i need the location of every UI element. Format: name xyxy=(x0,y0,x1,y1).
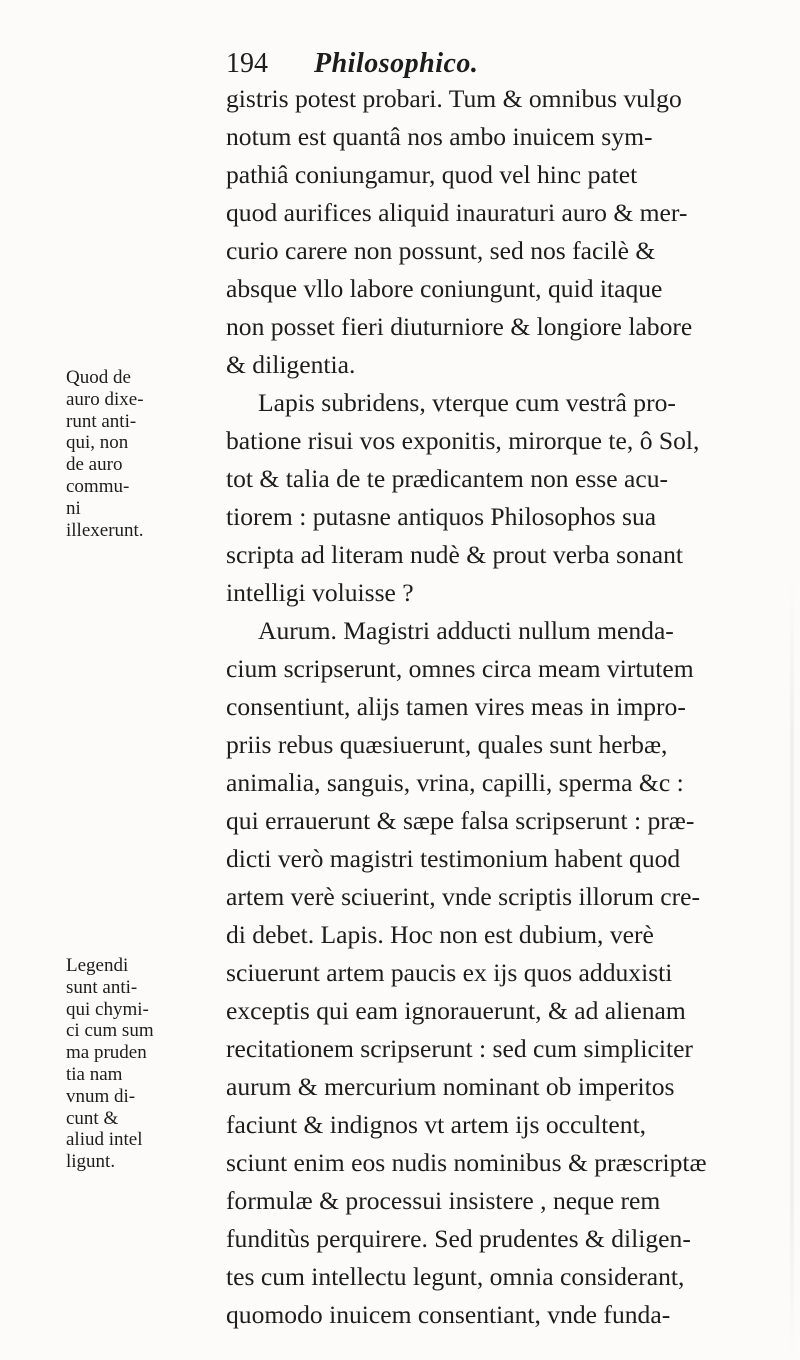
text-line: quod aurifices aliquid inauraturi auro & mer- xyxy=(226,198,688,227)
marginal-note-line: ligunt. xyxy=(66,1151,116,1173)
text-line: dicti verò magistri testimonium habent quod xyxy=(226,844,681,873)
text-line: quomodo inuicem consentiant, vnde funda- xyxy=(226,1300,671,1329)
marginal-note-line: ni xyxy=(66,497,81,519)
marginal-note-line: vnum di- xyxy=(66,1085,136,1107)
text-line: cium scripserunt, omnes circa meam virtutem xyxy=(226,654,694,683)
marginal-note-line: ma pruden xyxy=(66,1042,147,1064)
text-line: tiorem : putasne antiquos Philosophos sua xyxy=(226,502,657,531)
marginal-note-line: Legendi xyxy=(66,955,129,976)
marginal-note xyxy=(66,955,226,1173)
text-line: curio carere non possunt, sed nos facilè & xyxy=(226,236,656,265)
marginal-note-line: illexerunt. xyxy=(66,519,144,541)
text-line: artem verè sciuerint, vnde scriptis illorum cre- xyxy=(226,882,701,911)
text-line: exceptis qui eam ignorauerunt, & ad alienam xyxy=(226,996,686,1025)
running-title: Philosophico. xyxy=(314,48,479,79)
text-line: qui errauerunt & sæpe falsa scripserunt : præ- xyxy=(226,806,695,835)
text-line: consentiunt, alijs tamen vires meas in impro- xyxy=(226,692,686,721)
text-line: batione risui vos exponitis, mirorque te, ô Sol, xyxy=(226,426,700,455)
text-line: formulæ & processui insistere , neque rem xyxy=(226,1186,661,1215)
marginal-note-line: runt anti- xyxy=(66,410,137,432)
text-line: pathiâ coniungamur, quod vel hinc patet xyxy=(226,160,638,189)
main-text-block xyxy=(226,80,800,1334)
text-line: di debet. Lapis. Hoc non est dubium, verè xyxy=(226,920,654,949)
marginal-note-line: qui, non xyxy=(66,432,129,454)
text-line: & diligentia. xyxy=(226,350,356,379)
marginal-note-line: ci cum sum xyxy=(66,1020,154,1042)
text-line: tot & talia de te prædicantem non esse acu- xyxy=(226,464,669,493)
text-line: faciunt & indignos vt artem ijs occultent, xyxy=(226,1110,647,1139)
text-line: Lapis subridens, vterque cum vestrâ pro- xyxy=(258,388,676,417)
text-line: scripta ad literam nudè & prout verba sonant xyxy=(226,540,683,569)
text-line: sciunt enim eos nudis nominibus & præscriptæ xyxy=(226,1148,707,1177)
marginal-note-line: aliud intel xyxy=(66,1129,143,1151)
text-line: Aurum. Magistri adducti nullum menda- xyxy=(258,616,674,645)
text-line: priis rebus quæsiuerunt, quales sunt herbæ, xyxy=(226,730,668,759)
text-line: absque vllo labore coniungunt, quid itaque xyxy=(226,274,663,303)
text-line: intelligi voluisse ? xyxy=(226,578,414,607)
marginal-note-line: commu- xyxy=(66,475,130,497)
marginal-note-line: cunt & xyxy=(66,1107,119,1129)
text-line: animalia, sanguis, vrina, capilli, sperma &c : xyxy=(226,768,684,797)
marginal-note-line: sunt anti- xyxy=(66,976,138,998)
text-line: gistris potest probari. Tum & omnibus vulgo xyxy=(226,84,682,113)
text-line: non posset fieri diuturniore & longiore labore xyxy=(226,312,693,341)
marginal-note xyxy=(66,367,226,541)
text-line: tes cum intellectu legunt, omnia considerant, xyxy=(226,1262,685,1291)
page-number: 194 xyxy=(226,48,268,79)
text-line: sciuerunt artem paucis ex ijs quos adduxisti xyxy=(226,958,673,987)
marginal-note-line: tia nam xyxy=(66,1063,123,1085)
marginal-note-line: Quod de xyxy=(66,367,131,388)
text-line: notum est quantâ nos ambo inuicem sym- xyxy=(226,122,653,151)
text-line: aurum & mercurium nominant ob imperitos xyxy=(226,1072,675,1101)
page-edge-shadow xyxy=(790,580,794,1360)
text-line: funditùs perquirere. Sed prudentes & diligen- xyxy=(226,1224,691,1253)
text-line: recitationem scripserunt : sed cum simpliciter xyxy=(226,1034,693,1063)
marginal-note-line: de auro xyxy=(66,454,123,476)
marginal-note-line: qui chymi- xyxy=(66,998,149,1020)
marginal-note-line: auro dixe- xyxy=(66,388,144,410)
